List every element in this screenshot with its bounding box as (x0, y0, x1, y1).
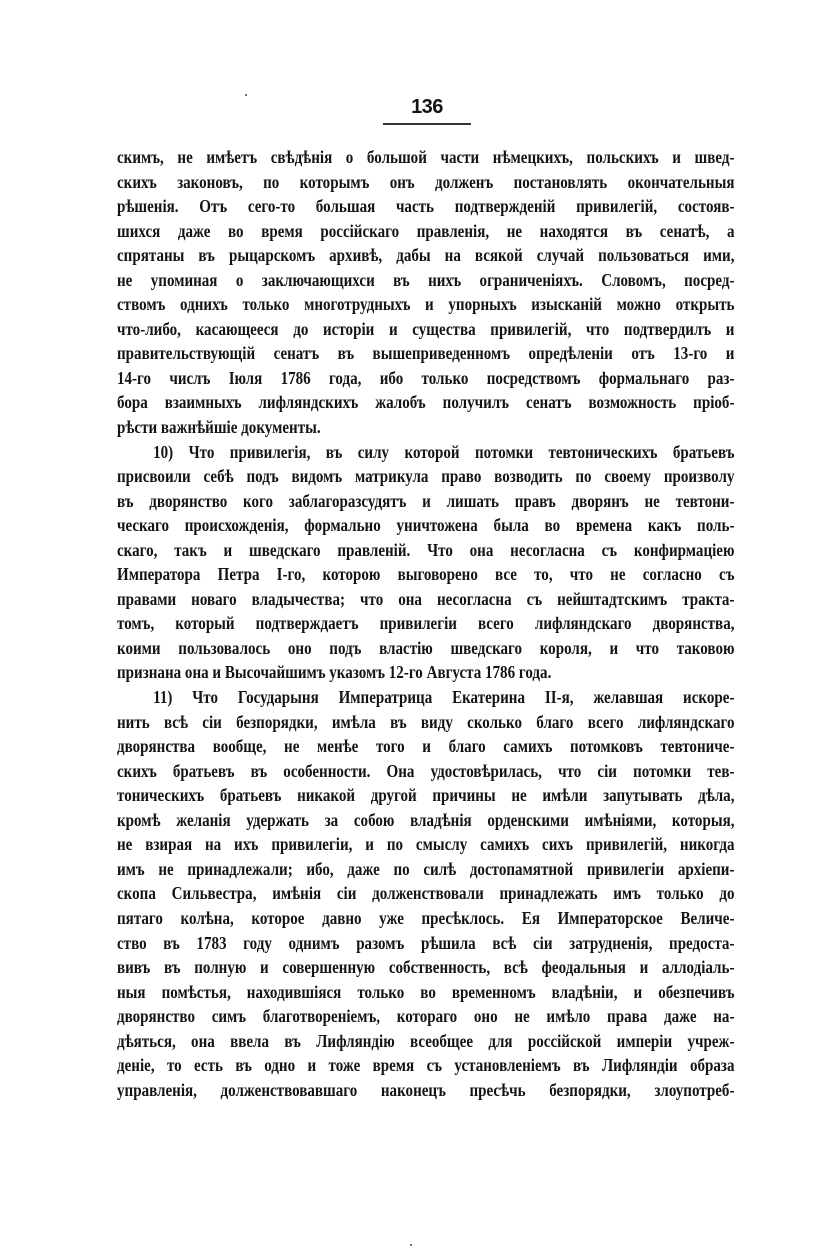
text-line: въ дворянство кого заблагоразсудятъ и лишать правъ дворянъ не тевтони- (117, 490, 735, 511)
text-line: рѣсти важнѣйшіе документы. (117, 417, 321, 438)
text-line: тоническихъ братьевъ никакой другой причины не имѣли запутывать дѣла, (117, 785, 735, 806)
text-line: что-либо, касающееся до исторіи и существа привилегій, что подтвердилъ и (117, 318, 735, 339)
print-speck-top (245, 94, 247, 96)
text-line: рѣшенія. Отъ сего-то большая часть подтвержденій привилегій, состояв- (117, 196, 735, 217)
print-speck-bottom (410, 1244, 412, 1246)
text-line: признана она и Высочайшимъ указомъ 12-го Августа 1786 года. (117, 662, 552, 683)
text-line: кромѣ желанія удержать за собою владѣнія орденскими имѣніями, которыя, (117, 809, 735, 830)
text-line: коими пользовалось оно подъ властію шведскаго короля, и что таковою (117, 637, 735, 658)
paragraph-first-line: 11) Что Государыня Императрица Екатерина ІІ-я, желавшая искоре- (153, 687, 735, 708)
paragraph-first-line: 10) Что привилегія, въ силу которой потомки тевтоническихъ братьевъ (153, 441, 735, 462)
text-line: 14-го числъ Іюля 1786 года, ибо только посредствомъ формальнаго раз- (117, 367, 735, 388)
page-number-rule (383, 123, 471, 125)
text-line: бора взаимныхъ лифляндскихъ жалобъ получилъ сенатъ возможность пріоб- (117, 392, 735, 413)
text-line: нить всѣ сіи безпорядки, имѣла въ виду сколько благо всего лифляндскаго (117, 711, 735, 732)
text-line: управленія, долженствовавшаго наконецъ пресѣчь безпорядки, злоупотреб- (117, 1079, 735, 1100)
text-line: имъ не принадлежали; ибо, даже по силѣ достопамятной привилегіи архіепи- (117, 858, 735, 879)
text-line: дѣяться, она ввела въ Лифляндію всеобщее для россійской имперіи учреж- (117, 1030, 735, 1051)
body-text (117, 145, 735, 1102)
text-line: дворянства вообще, не менѣе того и благо самихъ потомковъ тевтониче- (117, 736, 735, 757)
text-line: скопа Сильвестра, имѣнія сіи долженствовали принадлежать имъ только до (117, 883, 735, 904)
text-line: шихся даже во время россійскаго правленія, не находятся въ сенатѣ, а (117, 220, 735, 241)
text-line: ство въ 1783 году однимъ разомъ рѣшила всѣ сіи затрудненія, предоста- (117, 932, 735, 953)
text-line: дворянство симъ благотвореніемъ, котораго оно не имѣло права даже на- (117, 1006, 735, 1027)
text-line: томъ, который подтверждаетъ привилегіи всего лифляндскаго дворянства, (117, 613, 735, 634)
text-line: ныя помѣстья, находившіяся только во временномъ владѣніи, и обезпечивъ (117, 981, 735, 1002)
text-line: ствомъ однихъ только многотрудныхъ и упорныхъ изысканій можно открыть (117, 294, 735, 315)
text-line: скаго, такъ и шведскаго правленій. Что она несогласна съ конфирмаціею (117, 539, 735, 560)
text-line: пятаго колѣна, которое давно уже пресѣклось. Ея Императорское Величе- (117, 907, 735, 928)
text-line: скимъ, не имѣетъ свѣдѣнія о большой части нѣмецкихъ, польскихъ и швед- (117, 147, 735, 167)
text-line: спрятаны въ рыцарскомъ архивѣ, дабы на всякой случай пользоваться ими, (117, 245, 735, 266)
text-line: Императора Петра І-го, которою выговорено все то, что не согласно съ (117, 564, 735, 585)
text-line: не упоминая о заключающихси въ нихъ ограниченіяхъ. Словомъ, посред- (117, 269, 735, 290)
text-line: присвоили себѣ подъ видомъ матрикула право возводить по своему произволу (117, 466, 735, 487)
text-line: вивъ въ полную и совершенную собственность, всѣ феодальныя и аллодіаль- (117, 957, 735, 978)
text-line: не взирая на ихъ привилегіи, и по смыслу самихъ сихъ привилегій, никогда (117, 834, 735, 855)
text-line: ческаго происхожденія, формально уничтожена была во времена какъ поль- (117, 515, 735, 536)
text-line: скихъ законовъ, по которымъ онъ долженъ постановлять окончательныя (117, 171, 735, 192)
text-line: скихъ братьевъ въ особенности. Она удостовѣрилась, что сіи потомки тев- (117, 760, 735, 781)
text-line: правительствующій сенатъ въ вышеприведенномъ опредѣленіи отъ 13-го и (117, 343, 735, 364)
page-number: 136 (411, 96, 443, 118)
text-line: деніе, то есть въ одно и тоже время съ установленіемъ въ Лифляндіи образа (117, 1055, 735, 1076)
text-line: правами новаго владычества; что она несогласна съ нейштадтскимъ тракта- (117, 588, 735, 609)
